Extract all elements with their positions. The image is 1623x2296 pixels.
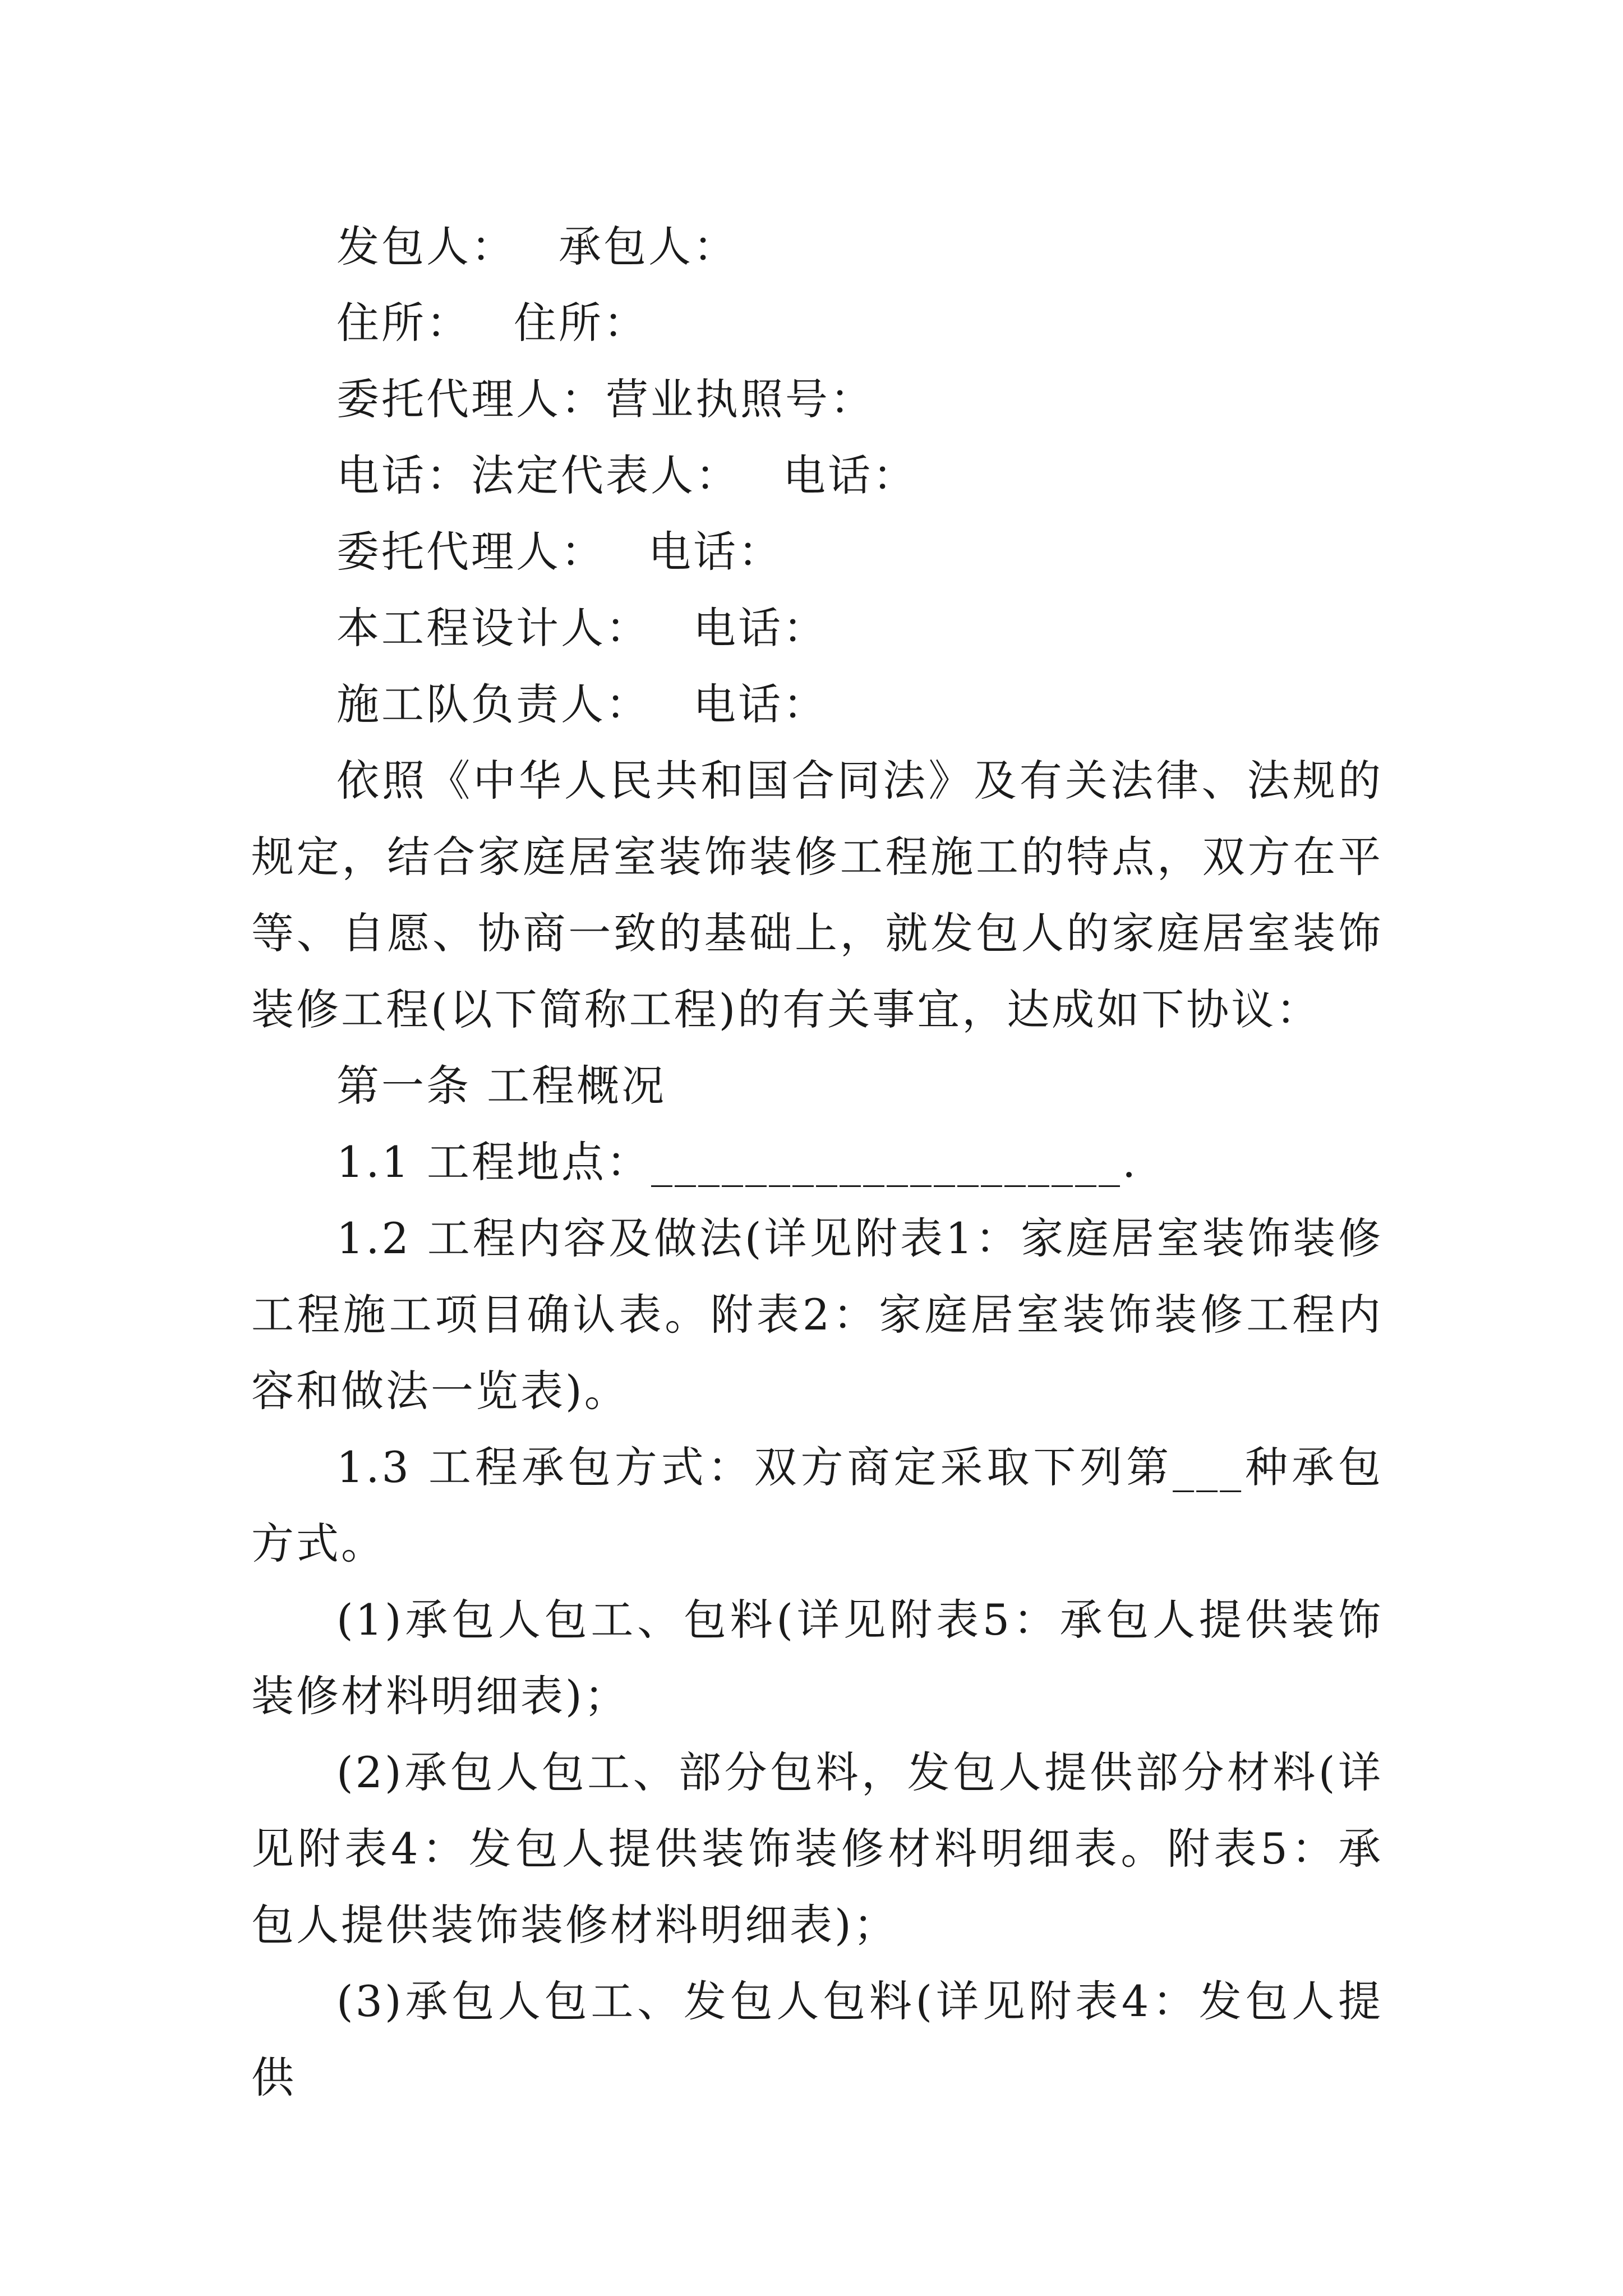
- contractor-address-label: 住所：: [514, 298, 648, 348]
- option-3: (3)承包人包工、发包人包料(详见附表4：发包人提供: [251, 1976, 1383, 2102]
- site-manager-label: 施工队负责人：: [336, 679, 651, 729]
- article-1-heading: 第一条 工程概况: [336, 1061, 667, 1111]
- employer-address-label: 住所：: [336, 298, 471, 348]
- item-1-3: 1.3 工程承包方式：双方商定采取下列第___种承包方式。: [251, 1442, 1383, 1568]
- preamble-paragraph: 依照《中华人民共和国合同法》及有关法律、法规的规定，结合家庭居室装饰装修工程施工的特点，双方在平等、自愿、协商一致的基础上，就发包人的家庭居室装饰装修工程(以下简称工程)的有关事宜，达成如下协议：: [251, 756, 1383, 1034]
- party-line-4: [251, 438, 1383, 514]
- site-manager-phone-label: 电话：: [693, 679, 828, 729]
- designer-label: 本工程设计人：: [336, 603, 651, 653]
- party-line-1: [251, 209, 1383, 285]
- item-1-1: 1.1 工程地点：____________________.: [336, 1137, 1138, 1187]
- option-2: (2)承包人包工、部分包料，发包人提供部分材料(详见附表4：发包人提供装饰装修材料明细表。附表5：承包人提供装饰装修材料明细表)；: [251, 1747, 1383, 1950]
- party-line-5: [251, 514, 1383, 590]
- employer-label: 发包人：: [336, 222, 516, 272]
- party-line-6: [251, 590, 1383, 666]
- contractor-phone-label: 电话：: [783, 450, 917, 500]
- phone-legal-rep-label: 电话：法定代表人：: [336, 450, 740, 500]
- option-1: (1)承包人包工、包料(详见附表5：承包人提供装饰装修材料明细表)；: [251, 1595, 1383, 1721]
- agent-license-label: 委托代理人：营业执照号：: [336, 374, 875, 424]
- agent-phone-label: 电话：: [648, 527, 783, 577]
- party-line-2: [251, 285, 1383, 361]
- contractor-label: 承包人：: [559, 222, 738, 272]
- agent-label: 委托代理人：: [336, 527, 606, 577]
- party-line-3: [251, 361, 1383, 438]
- item-1-2: 1.2 工程内容及做法(详见附表1：家庭居室装饰装修工程施工项目确认表。附表2：家庭居室装饰装修工程内容和做法一览表)。: [251, 1213, 1383, 1416]
- designer-phone-label: 电话：: [693, 603, 828, 653]
- document-body: [251, 209, 1383, 2116]
- party-line-7: [251, 666, 1383, 743]
